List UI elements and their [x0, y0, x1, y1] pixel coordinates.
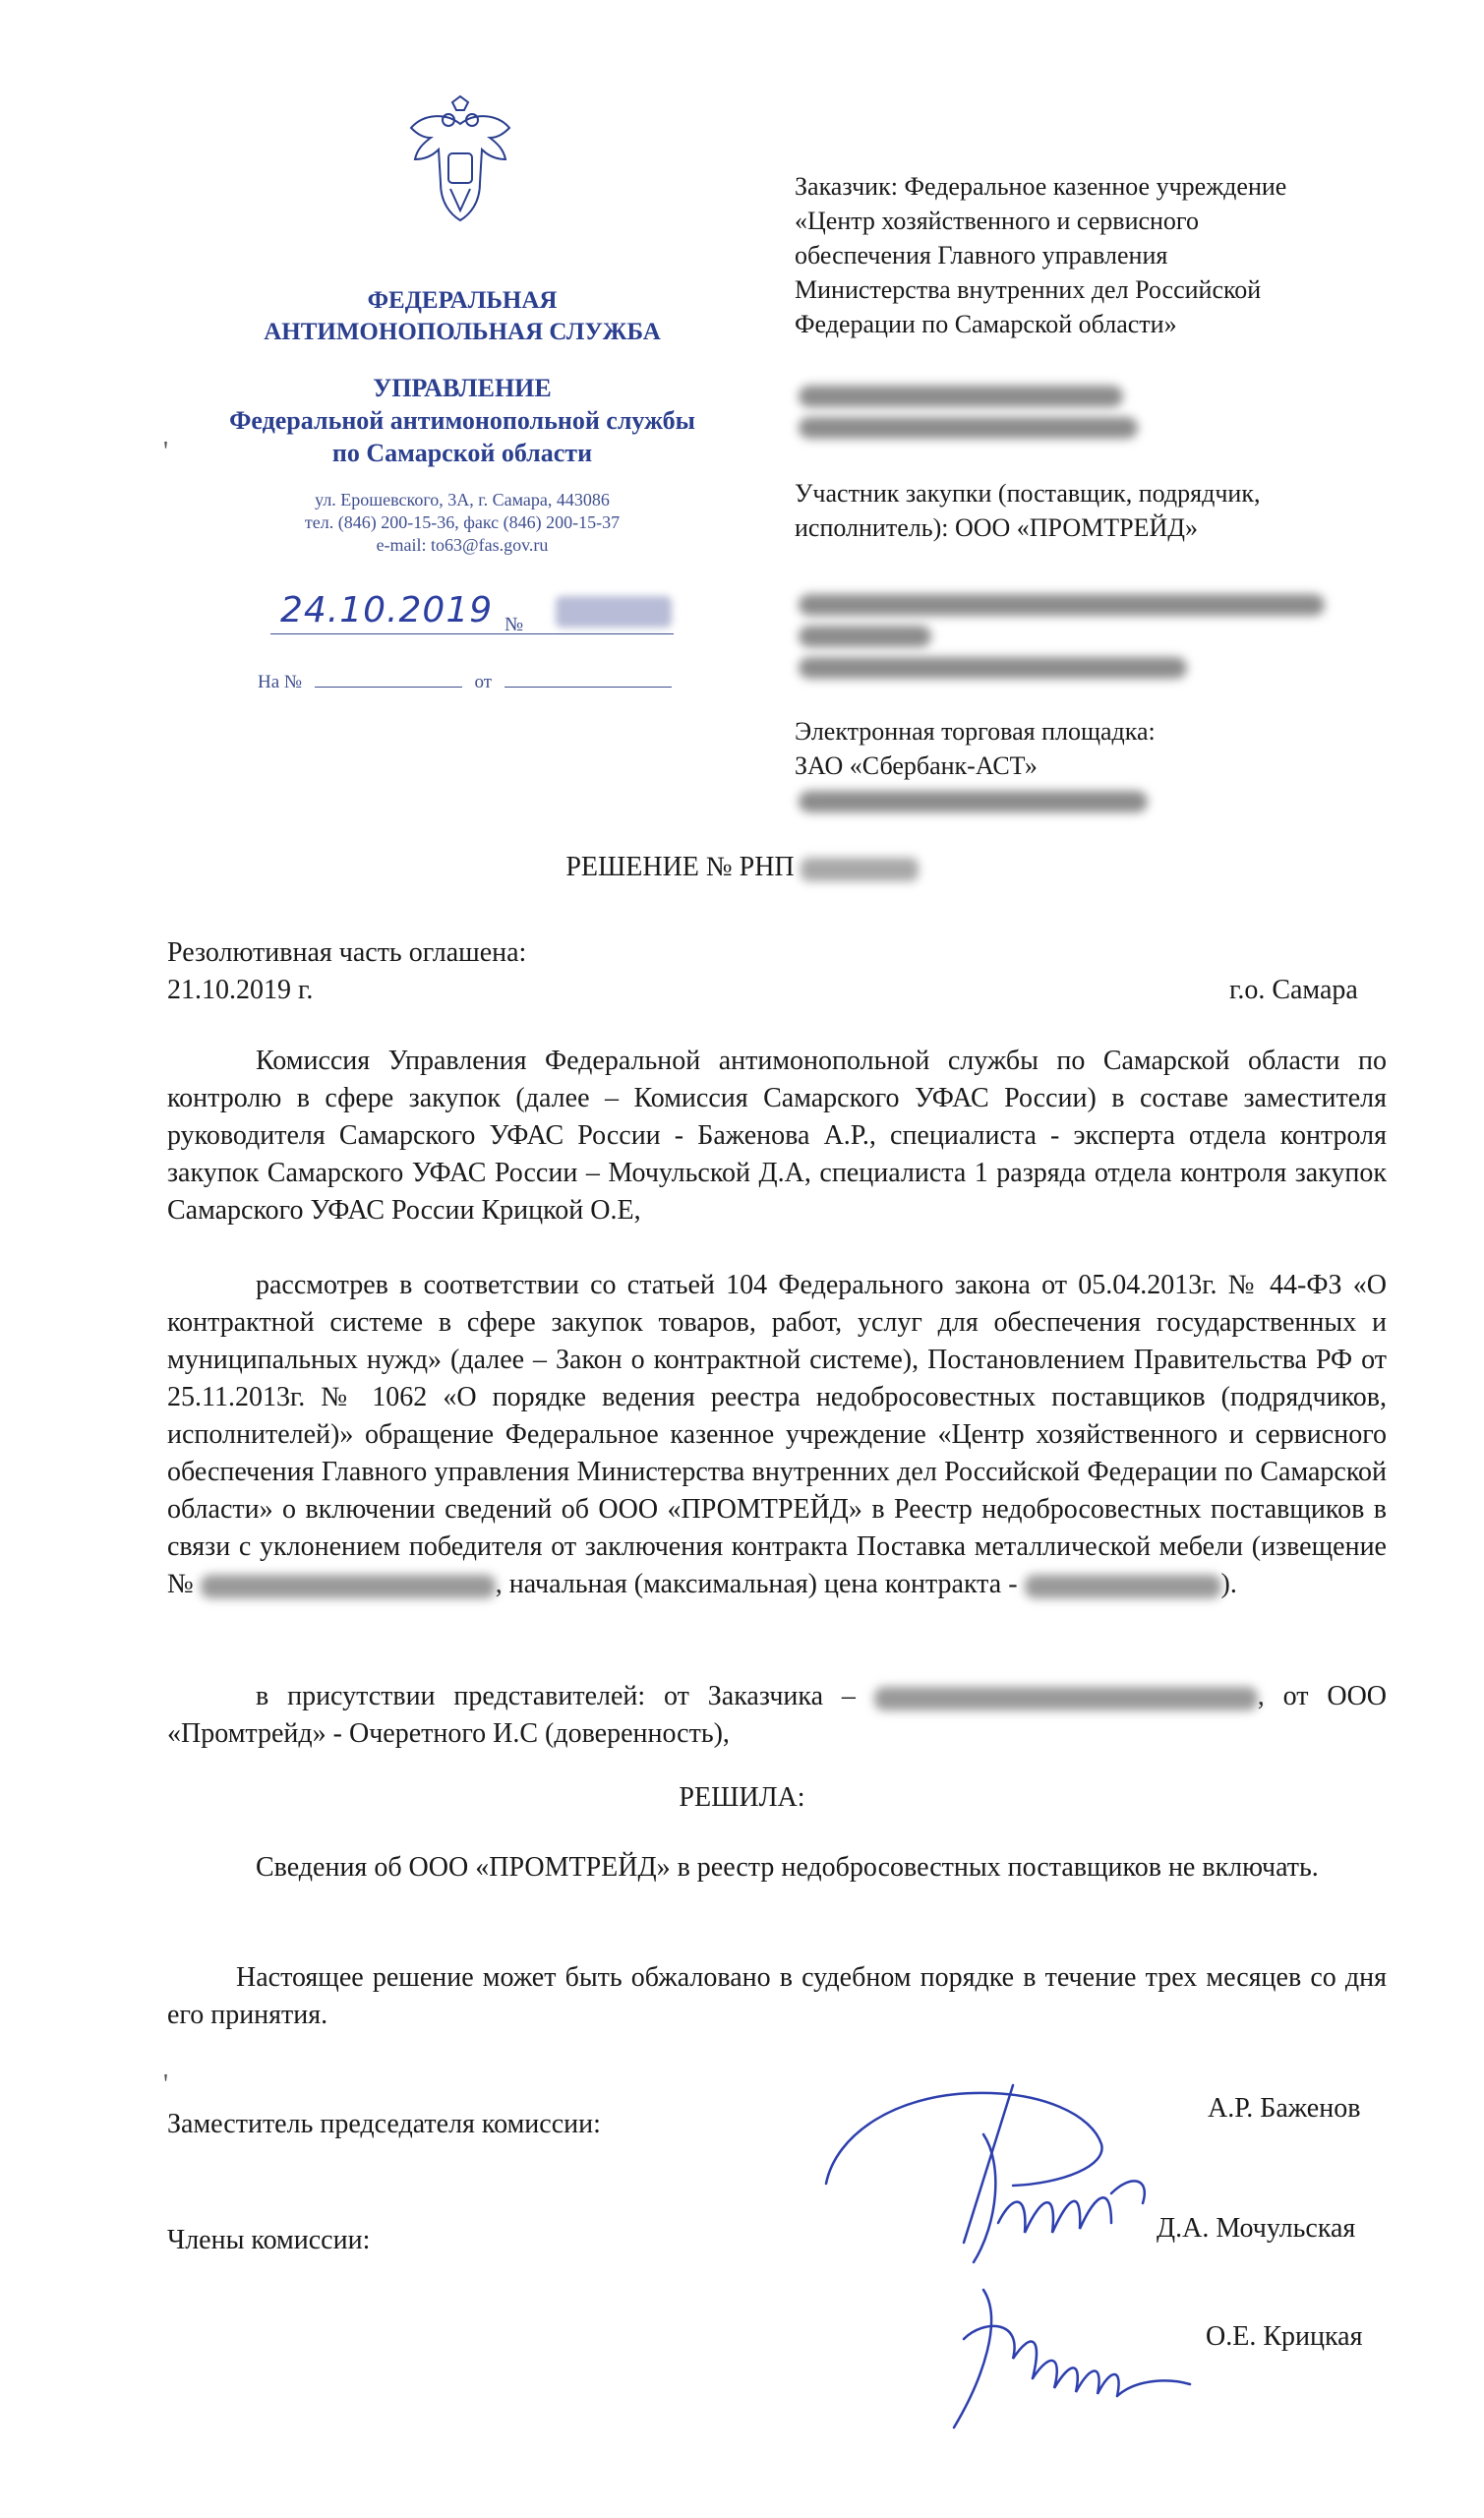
agency-line-2: АНТИМОНОПОЛЬНАЯ СЛУЖБА: [264, 319, 661, 345]
office-line-1: УПРАВЛЕНИЕ: [373, 374, 552, 402]
paragraph-presence: [167, 1678, 1387, 1753]
reference-number-label: На №: [258, 672, 303, 692]
platform-line: ЗАО «Сбербанк-АСТ»: [795, 751, 1038, 780]
participant-email-redacted: [799, 657, 1187, 679]
member-2-name: О.Е. Крицкая: [1206, 2321, 1363, 2352]
office-contacts: [187, 489, 738, 557]
registration-underline: [270, 633, 674, 634]
customer-block: [795, 169, 1286, 341]
scan-mark: ': [163, 2069, 169, 2100]
resolved-heading: РЕШИЛА:: [679, 1782, 805, 1813]
paragraph-considered-end: ).: [1220, 1569, 1237, 1599]
customer-line: обеспечения Главного управления: [795, 241, 1168, 270]
scan-mark: ': [163, 437, 169, 467]
decision-title-text: РЕШЕНИЕ № РНП: [565, 852, 795, 882]
deputy-name: А.Р. Баженов: [1208, 2093, 1361, 2124]
customer-representative-redacted: [874, 1687, 1258, 1710]
paragraph-presence-end: , от ООО «Промтрейд» - Очеретного И.С (доверенность),: [167, 1681, 1388, 1749]
members-label: Члены комиссии:: [167, 2225, 371, 2255]
reference-line: [258, 672, 672, 693]
paragraph-considered-text: рассмотрев в соответствии со статьей 104 Федерального закона от 05.04.2013г. № 44-ФЗ «О контрактной системе в сфере закупок товаров, работ, услуг для обеспечения государственных и муниципальных нужд» (далее – Закон о контрактной системе), Постановлением Правительства РФ от 25.11.2013г. № 1062 «О порядке ведения реестра недобросовестных поставщиков (подрядчиков, исполнителей)» обращение Федеральное казенное учреждение «Центр хозяйственного и сервисного обеспечения Главного управления Министерства внутренних дел Российской Федерации по Самарской области» о включении сведений об ООО «ПРОМТРЕЙД» в Реестр недобросовестных поставщиков в связи с уклонением победителя от заключения контракта Поставка металлической мебели (извещение №: [167, 1270, 1387, 1599]
coat-of-arms-emblem-icon: [401, 94, 519, 232]
notice-number-redacted: [201, 1575, 496, 1598]
platform-block: [795, 714, 1156, 783]
customer-address-redacted: [799, 386, 1123, 407]
registration-line: [261, 590, 703, 639]
decision-number-redacted: [801, 858, 919, 881]
announced-date: 21.10.2019 г.: [167, 975, 314, 1005]
appeal-text: Настоящее решение может быть обжаловано в судебном порядке в течение трех месяцев со дня его принятия.: [167, 1962, 1387, 2030]
participant-line: Участник закупки (поставщик, подрядчик,: [795, 479, 1261, 508]
signature-kritskaya-icon: [944, 2280, 1200, 2437]
deputy-label: Заместитель председателя комиссии:: [167, 2109, 601, 2139]
announced-label: Резолютивная часть оглашена:: [167, 937, 527, 968]
member-1-name: Д.А. Мочульская: [1157, 2213, 1356, 2244]
platform-line: Электронная торговая площадка:: [795, 717, 1156, 746]
reference-number-blank: [315, 687, 462, 688]
agency-name: [187, 285, 738, 348]
paragraph-commission: Комиссия Управления Федеральной антимонопольной службы по Самарской области по контролю в сфере закупок (далее – Комиссия Самарского УФАС России) в составе заместителя руководителя Самарского УФАС России - Баженова А.Р., специалиста - эксперта отдела контроля закупок Самарского УФАС России – Мочульской Д.А, специалиста 1 разряда отдела контроля закупок Самарского УФАС России Крицкой О.Е,: [167, 1046, 1387, 1226]
customer-line: «Центр хозяйственного и сервисного: [795, 207, 1199, 235]
participant-block: [795, 476, 1260, 545]
registration-date: 24.10.2019: [280, 590, 494, 630]
decision-title: [0, 852, 1484, 883]
paragraph-presence-start: в присутствии представителей: от Заказчика –: [256, 1681, 856, 1711]
customer-email-redacted: [799, 417, 1138, 439]
office-line-3: по Самарской области: [331, 439, 593, 467]
customer-line: Федерации по Самарской области»: [795, 310, 1177, 338]
phones: тел. (846) 200-15-36, факс (846) 200-15-37: [304, 512, 621, 532]
office-line-2: Федеральной антимонопольной службы: [229, 406, 695, 435]
platform-email-redacted: [799, 791, 1148, 812]
paragraph-considered-mid: , начальная (максимальная) цена контракта -: [495, 1569, 1018, 1599]
agency-line-1: ФЕДЕРАЛЬНАЯ: [367, 287, 558, 314]
contract-price-redacted: [1025, 1575, 1221, 1598]
reference-date-blank: [505, 687, 672, 688]
paragraph-considered: [167, 1267, 1387, 1603]
registration-number-redacted: [556, 596, 672, 628]
participant-line: исполнитель): ООО «ПРОМТРЕЙД»: [795, 513, 1198, 542]
office-name: [187, 372, 738, 469]
customer-line: Министерства внутренних дел Российской: [795, 275, 1262, 304]
registration-number-label: №: [505, 614, 524, 635]
reference-from-label: от: [474, 672, 493, 692]
resolution-text: Сведения об ООО «ПРОМТРЕЙД» в реестр недобросовестных поставщиков не включать.: [256, 1852, 1319, 1883]
announcement-block: [167, 934, 526, 1009]
customer-line: Заказчик: Федеральное казенное учреждение: [795, 172, 1287, 201]
address: ул. Ерошевского, 3А, г. Самара, 443086: [315, 490, 610, 510]
participant-address-redacted: [799, 594, 1325, 616]
city: г.о. Самара: [1229, 975, 1358, 1005]
email: e-mail: to63@fas.gov.ru: [376, 535, 549, 555]
participant-address-redacted: [799, 626, 931, 647]
signature-bazhenov-icon: [816, 2075, 1190, 2272]
